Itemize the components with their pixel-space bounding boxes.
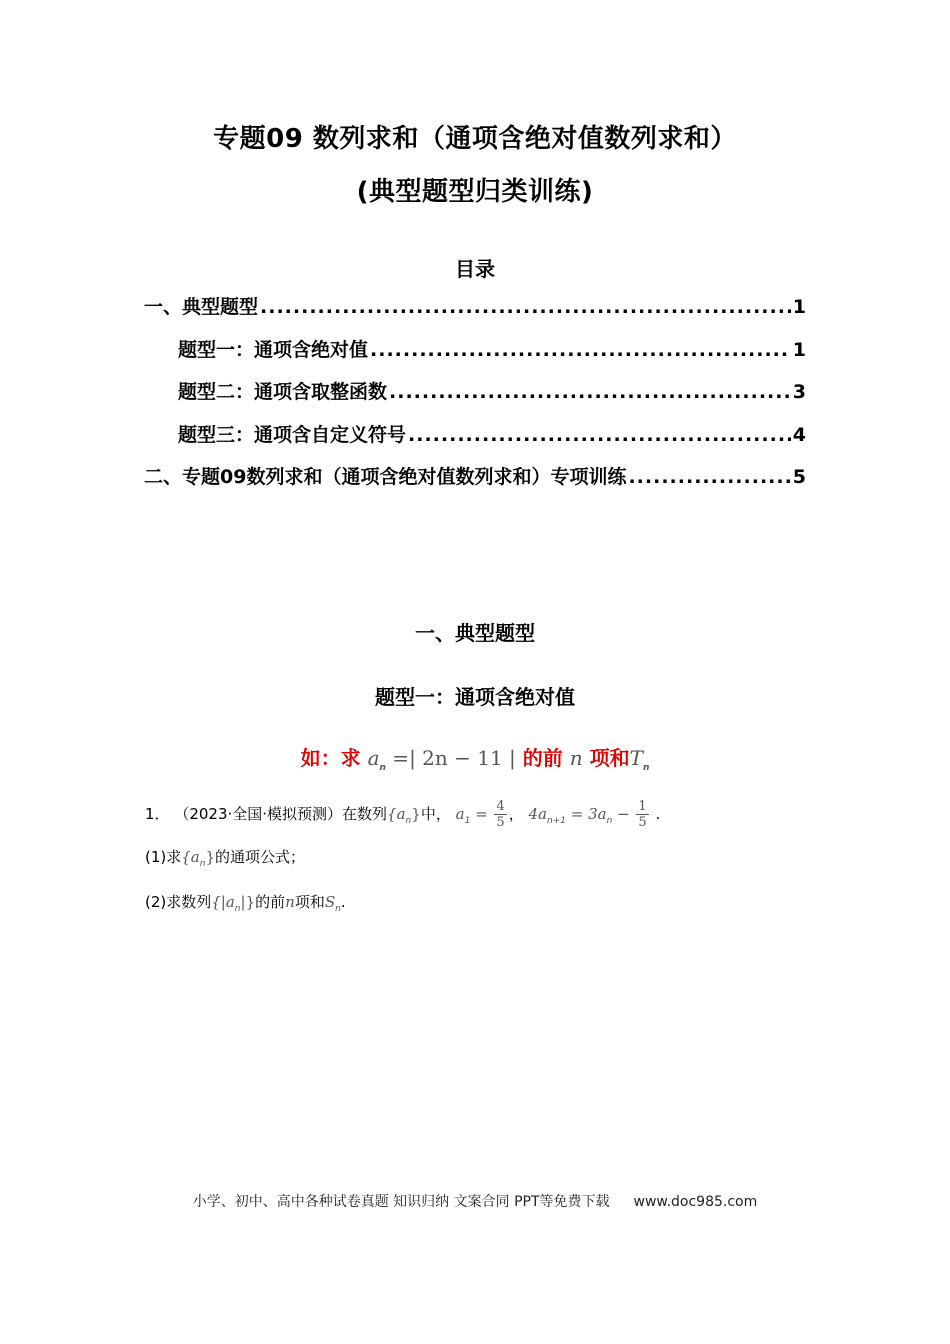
part2-seq: {|a (211, 893, 235, 911)
toc-item-page: 3 (792, 381, 806, 403)
rec-sub2: n (606, 816, 613, 826)
part1-seq: {a (181, 848, 200, 866)
seq-open: {a (387, 805, 406, 823)
doc-title: 专题09 数列求和（通项含绝对值数列求和） (213, 124, 737, 154)
footer-link[interactable]: www.doc985.com (633, 1194, 758, 1210)
section-subheading: 题型一：通项含绝对值 (375, 685, 575, 709)
toc-item-page: 4 (792, 424, 806, 446)
part1-prefix: (1)求 (145, 848, 182, 866)
rec-mid: = 3a (565, 805, 607, 823)
part2-n: n (285, 893, 295, 911)
comma: ， (508, 805, 524, 823)
toc-leader (370, 339, 791, 361)
fraction-denominator: 5 (638, 815, 647, 830)
rec-sub: n+1 (546, 816, 566, 826)
toc-item-label: 题型二：通项含取整函数 (178, 381, 388, 403)
toc-item[interactable] (144, 462, 806, 489)
toc-item[interactable] (178, 377, 806, 404)
footer-text: 小学、初中、高中各种试卷真题 知识归纳 文案合同 PPT等免费下载 (192, 1194, 610, 1210)
fraction-denominator: 5 (496, 815, 505, 830)
toc-item-label: 一、典型题型 (144, 296, 259, 318)
example-suffix: 项和 (589, 746, 630, 770)
formula-var: a (367, 746, 380, 770)
part2-S: S (324, 893, 336, 911)
toc-leader (260, 296, 791, 318)
toc-item-page: 1 (792, 296, 806, 318)
part2-prefix: (2)求数列 (145, 893, 212, 911)
part2-end: . (340, 893, 346, 911)
example-n: n (569, 746, 583, 770)
formula-rest: =| 2n − 11 | (385, 746, 516, 770)
question-number: 1． (145, 805, 170, 823)
question-mid: 中， (420, 805, 451, 823)
question-stem (145, 799, 660, 830)
question-source: （2023·全国·模拟预测）在数列 (174, 805, 388, 823)
fraction-1-5 (636, 799, 648, 830)
example-middle: 的前 (522, 746, 563, 770)
seq-sub: n (405, 816, 412, 826)
part2-mid2: 项和 (294, 893, 325, 911)
toc-item-label: 题型三：通项含自定义符号 (178, 424, 407, 446)
fraction-numerator: 1 (638, 799, 647, 814)
page-footer (0, 1191, 950, 1211)
part2-sub: n (234, 904, 241, 914)
toc-heading: 目录 (455, 257, 495, 281)
a1-var: a (455, 805, 465, 823)
toc-item[interactable] (178, 335, 806, 362)
toc-leader (389, 381, 791, 403)
part1-suffix: 的通项公式； (215, 848, 306, 866)
toc-leader (628, 466, 790, 488)
toc-item[interactable] (178, 420, 806, 447)
rec-lhs: 4a (528, 805, 547, 823)
example-T-sub: n (642, 763, 650, 773)
rec-minus: − (612, 805, 635, 823)
a1-sub: 1 (464, 816, 471, 826)
a1-eq: = (470, 805, 493, 823)
example-T: T (629, 746, 643, 770)
part1-sub: n (199, 859, 206, 869)
toc-item-page: 5 (792, 466, 806, 488)
fraction-4-5 (494, 799, 506, 830)
toc-item-label: 题型一：通项含绝对值 (178, 339, 369, 361)
toc-leader (408, 424, 791, 446)
part1-close: } (205, 848, 216, 866)
toc-item[interactable] (144, 292, 806, 319)
doc-subtitle: (典型题型归类训练) (356, 177, 594, 207)
part2-S-sub: n (335, 904, 341, 914)
toc-item-page: 1 (792, 339, 806, 361)
question-part-1 (145, 846, 305, 869)
section-heading: 一、典型题型 (415, 621, 535, 645)
example-prompt (0, 742, 950, 773)
fraction-numerator: 4 (496, 799, 505, 814)
period: . (650, 805, 661, 823)
question-part-2 (145, 891, 346, 914)
example-prefix: 如：求 (300, 746, 361, 770)
seq-close: } (411, 805, 421, 823)
part2-close: |} (240, 893, 256, 911)
toc-item-label: 二、专题09数列求和（通项含绝对值数列求和）专项训练 (144, 466, 627, 488)
formula-sub: n (379, 763, 386, 773)
part2-mid: 的前 (255, 893, 286, 911)
